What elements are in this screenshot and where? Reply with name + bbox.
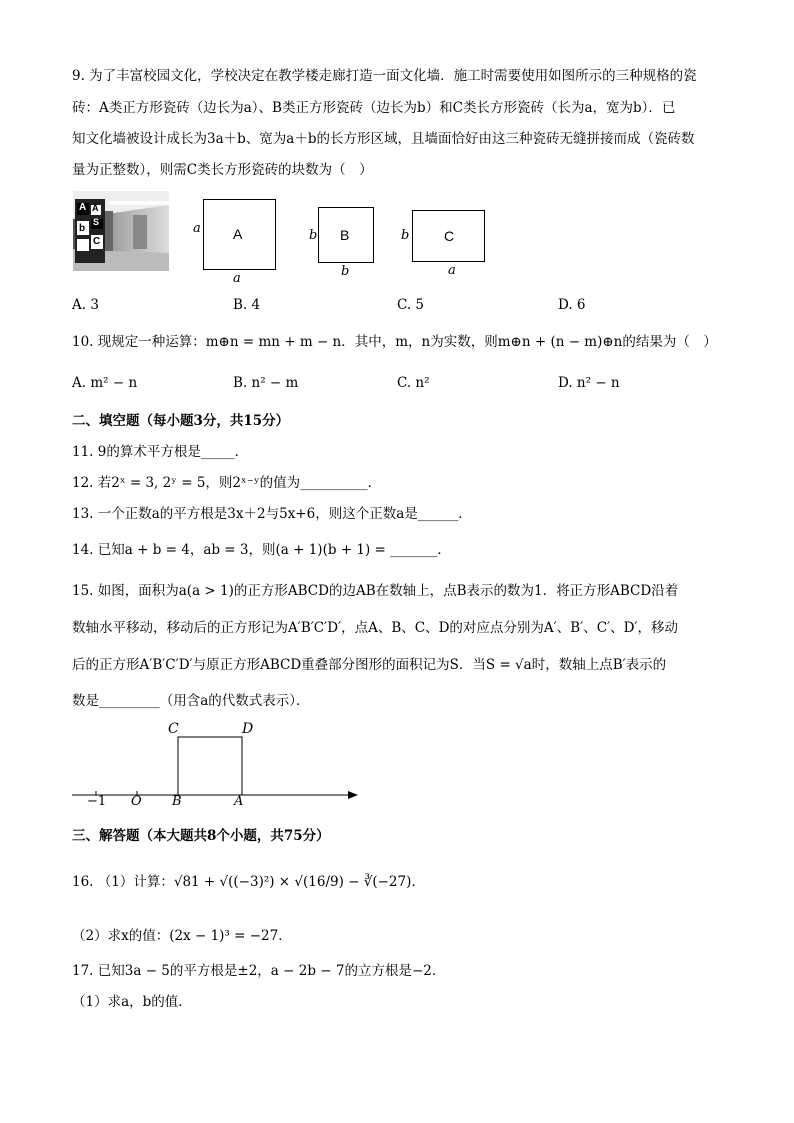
q15-line-4: 数是_________（用含a的代数式表示）． bbox=[72, 693, 310, 709]
q11-text: 11. 9的算术平方根是_____． bbox=[72, 444, 249, 460]
q16-part-1-prefix: 16. （1）计算： bbox=[72, 874, 174, 890]
q15-line-1: 15. 如图，面积为a(a > 1)的正方形ABCD的边AB在数轴上，点B表示的数为1．将正方形ABCD沿着 bbox=[72, 583, 679, 599]
q17-line-1: 17. 已知3a − 5的平方根是±2，a − 2b − 7的立方根是−2． bbox=[72, 963, 446, 979]
q9-line-1: 9. 为了丰富校园文化，学校决定在教学楼走廊打造一面文化墙．施工时需要使用如图所示的三种规格的瓷 bbox=[72, 68, 697, 84]
q9-option-c[interactable]: C. 5 bbox=[397, 297, 425, 313]
photo-label-4: b bbox=[79, 223, 86, 234]
q14-text: 14. 已知a + b = 4，ab = 3，则(a + 1)(b + 1) = _______． bbox=[72, 542, 451, 558]
photo-label-2: A bbox=[92, 203, 99, 213]
photo-label-3: S bbox=[93, 217, 100, 227]
q10-option-c[interactable]: C. n² bbox=[397, 375, 430, 391]
point-a-label: A bbox=[234, 794, 244, 809]
point-d-label: D bbox=[242, 721, 254, 737]
q9-line-3: 知文化墙被设计成长为3a＋b、宽为a＋b的长方形区域，且墙面恰好由这三种瓷砖无缝拼接而成（瓷砖数 bbox=[72, 131, 695, 147]
number-line-figure bbox=[72, 718, 362, 810]
point-b-label: B bbox=[172, 794, 182, 809]
photo-label-1: A bbox=[79, 202, 87, 213]
q17-part-1: （1）求a，b的值． bbox=[72, 994, 192, 1010]
section-3-heading: 三、解答题（本大题共8个小题，共75分） bbox=[72, 828, 330, 844]
q10-option-d[interactable]: D. n² − n bbox=[558, 375, 620, 391]
tile-b-label: B bbox=[340, 227, 350, 243]
q12-text: 12. 若2ˣ = 3, 2ʸ = 5，则2ˣ⁻ʸ的值为__________． bbox=[72, 475, 382, 491]
q9-option-b[interactable]: B. 4 bbox=[233, 297, 261, 313]
tick-neg1-label: −1 bbox=[87, 794, 107, 809]
q10-option-b[interactable]: B. n² − m bbox=[233, 375, 299, 391]
tile-b-side-label: b bbox=[309, 228, 318, 243]
q9-line-4: 量为正整数），则需C类长方形瓷砖的块数为（ ） bbox=[72, 162, 373, 178]
section-2-heading: 二、填空题（每小题3分，共15分） bbox=[72, 413, 290, 429]
point-c-label: C bbox=[168, 721, 179, 737]
tile-c-side-label: b bbox=[401, 228, 410, 243]
q16-part-1-expression: √81 + √((−3)²) × √(16/9) − ∛(−27)． bbox=[173, 874, 425, 890]
q15-line-3: 后的正方形A′B′C′D′与原正方形ABCD重叠部分图形的面积记为S．当S = √a时，数轴上点B′表示的 bbox=[72, 657, 667, 673]
q10-option-a[interactable]: A. m² − n bbox=[72, 375, 138, 391]
tile-c-bottom-label: a bbox=[448, 263, 456, 278]
q13-text: 13. 一个正数a的平方根是3x＋2与5x+6，则这个正数a是______． bbox=[72, 506, 472, 522]
origin-label: O bbox=[131, 794, 142, 809]
tile-a-label: A bbox=[233, 226, 243, 242]
tile-c-label: C bbox=[444, 228, 455, 244]
tile-b-bottom-label: b bbox=[341, 264, 350, 279]
tile-a-side-label: a bbox=[193, 221, 201, 236]
photo-label-5: C bbox=[93, 236, 101, 247]
q16-part-1 bbox=[72, 872, 425, 892]
q9-option-a[interactable]: A. 3 bbox=[72, 297, 99, 313]
q15-line-2: 数轴水平移动，移动后的正方形记为A′B′C′D′，点A、B、C、D的对应点分别为A′、B′、C′、D′，移动 bbox=[72, 620, 678, 636]
q9-option-d[interactable]: D. 6 bbox=[558, 297, 586, 313]
tile-a-bottom-label: a bbox=[233, 271, 241, 286]
q10-text: 10. 现规定一种运算：m⊕n = mn + m − n．其中，m，n为实数，则m⊕n + (n − m)⊕n的结果为（ ） bbox=[72, 334, 717, 350]
q9-line-2: 砖：A类正方形瓷砖（边长为a）、B类正方形瓷砖（边长为b）和C类长方形瓷砖（长为a，宽为b）．已 bbox=[72, 100, 676, 116]
tile-wall-photo bbox=[73, 191, 169, 271]
q16-part-2: （2）求x的值：(2x − 1)³ = −27． bbox=[72, 928, 292, 944]
